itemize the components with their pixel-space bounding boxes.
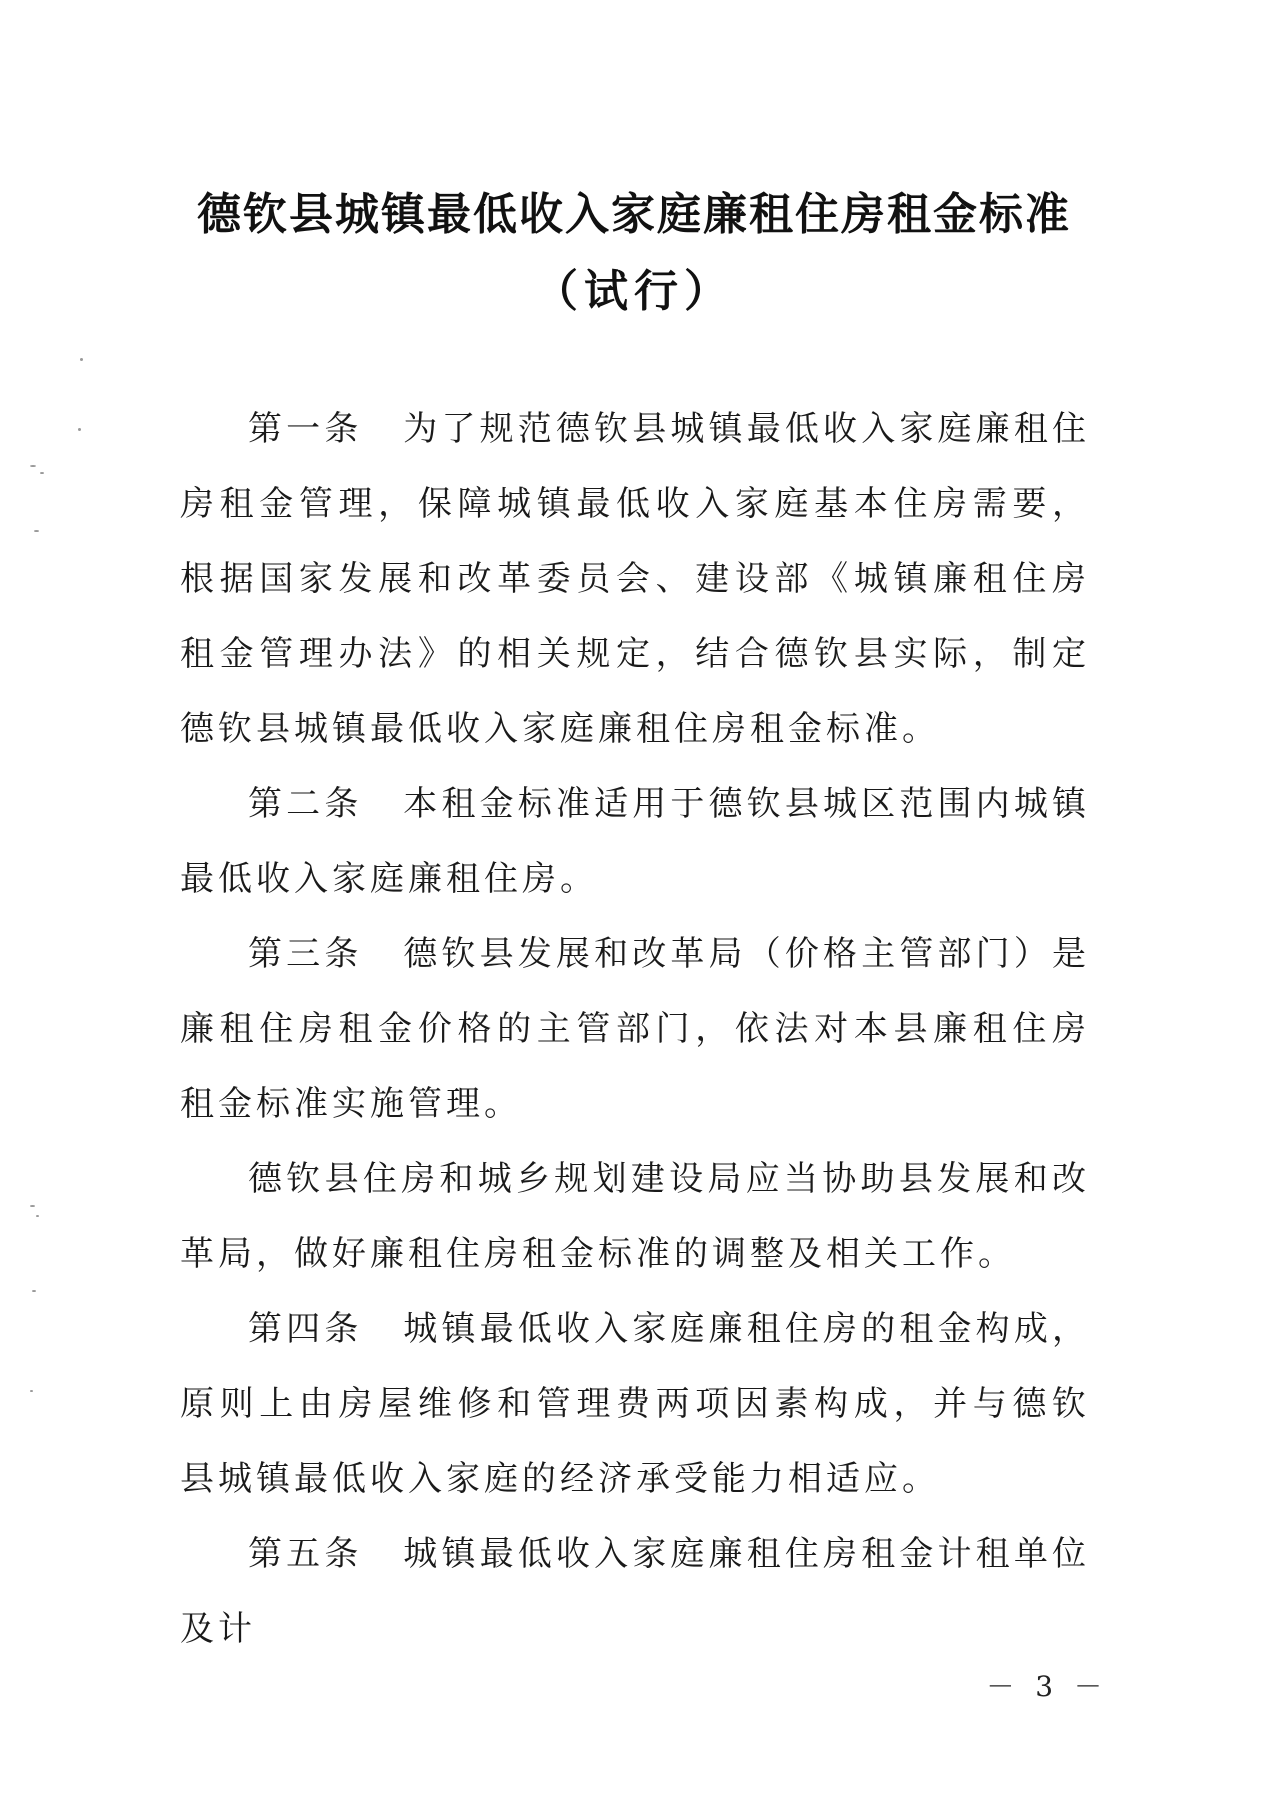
document-title: 德钦县城镇最低收入家庭廉租住房租金标准	[197, 189, 1071, 240]
paragraph-text: 为了规范德钦县城镇最低收入家庭廉租住房租金管理，保障城镇最低收入家庭基本住房需要，根据国家发展和改革委员会、建设部《城镇廉租住房租金管理办法》的相关规定，结合德钦县实际，制定德钦县城镇最低收入家庭廉租住房租金标准。	[180, 409, 1091, 749]
scan-speck	[30, 465, 36, 467]
scan-speck	[80, 358, 83, 361]
article-number: 第五条	[248, 1534, 363, 1574]
paragraph-article-1	[180, 392, 1090, 767]
paragraph-text: 城镇最低收入家庭廉租住房的租金构成，原则上由房屋维修和管理费两项因素构成，并与德钦县城镇最低收入家庭的经济承受能力相适应。	[180, 1309, 1091, 1499]
scan-speck	[78, 428, 81, 431]
article-number: 第二条	[248, 784, 363, 824]
paragraph-article-2	[180, 767, 1090, 917]
scan-speck	[32, 1290, 36, 1292]
scan-speck	[30, 1390, 33, 1392]
scan-speck	[36, 1215, 39, 1217]
document-subtitle: （试行）	[534, 266, 734, 317]
paragraph-article-5	[180, 1517, 1090, 1667]
paragraph-text: 本租金标准适用于德钦县城区范围内城镇最低收入家庭廉租住房。	[180, 784, 1091, 899]
article-number: 第三条	[248, 934, 363, 974]
paragraph-text: 城镇最低收入家庭廉租住房租金计租单位及计	[180, 1534, 1091, 1649]
article-number: 第一条	[248, 409, 363, 449]
article-number: 第四条	[248, 1309, 363, 1349]
paragraph-article-4	[180, 1292, 1090, 1517]
scan-speck	[30, 1205, 35, 1207]
paragraph-article-3	[180, 917, 1090, 1142]
paragraph-text: 德钦县住房和城乡规划建设局应当协助县发展和改革局，做好廉租住房租金标准的调整及相关工作。	[180, 1159, 1090, 1274]
paragraph-article-3-supplement	[180, 1142, 1090, 1292]
document-body	[180, 392, 1090, 1667]
page-number: － 3 －	[986, 1670, 1108, 1703]
scan-speck	[40, 472, 44, 474]
paragraph-text: 德钦县发展和改革局（价格主管部门）是廉租住房租金价格的主管部门，依法对本县廉租住房租金标准实施管理。	[180, 934, 1091, 1124]
scan-speck	[34, 530, 39, 532]
